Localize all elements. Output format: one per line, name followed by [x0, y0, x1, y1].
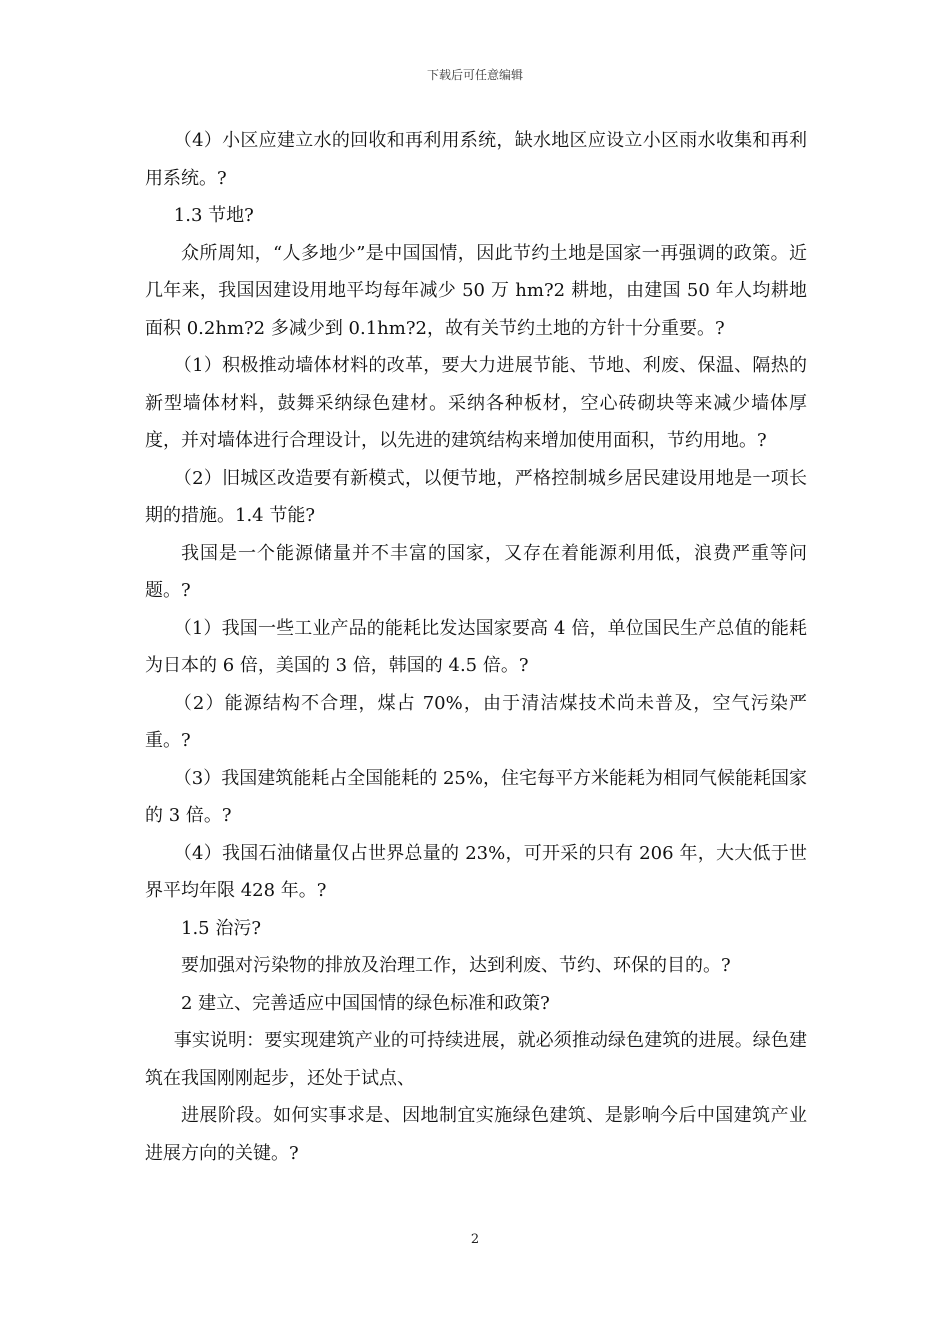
paragraph-pollution-control: 要加强对污染物的排放及治理工作，达到利废、节约、环保的目的。? — [181, 955, 731, 976]
paragraph-oil-reserves: （4）我国石油储量仅占世界总量的 23%，可开采的只有 206 年，大大低于世界平均年限 428 年。? — [145, 842, 807, 901]
section-heading-standards: 2 建立、完善适应中国国情的绿色标准和政策? — [181, 992, 550, 1014]
page-number: 2 — [470, 1232, 480, 1247]
paragraph-energy-consumption: （1）我国一些工业产品的能耗比发达国家要高 4 倍，单位国民生产总值的能耗为日本的 6 倍，美国的 3 倍，韩国的 4.5 倍。? — [145, 617, 807, 676]
section-heading-land-saving: 1.3 节地? — [173, 205, 254, 226]
document-body — [145, 122, 807, 1172]
page-header: 下载后可任意编辑 — [426, 68, 523, 82]
paragraph-development-stage: 进展阶段。如何实事求是、因地制宜实施绿色建筑、是影响今后中国建筑产业进展方向的关键。? — [145, 1105, 807, 1164]
paragraph-old-city-renovation: （2）旧城区改造要有新模式，以便节地，严格控制城乡居民建设用地是一项长期的措施。1.4 节能? — [145, 467, 807, 526]
paragraph-facts: 事实说明：要实现建筑产业的可持续进展，就必须推动绿色建筑的进展。绿色建筑在我国刚刚起步，还处于试点、 — [145, 1030, 807, 1089]
paragraph-energy-structure: （2）能源结构不合理，煤占 70%，由于清洁煤技术尚未普及，空气污染严重。? — [145, 692, 807, 751]
paragraph-energy-intro: 我国是一个能源储量并不丰富的国家，又存在着能源利用低，浪费严重等问题。? — [145, 542, 807, 601]
paragraph-water-recycling: （4）小区应建立水的回收和再利用系统，缺水地区应设立小区雨水收集和再利用系统。? — [145, 130, 807, 189]
paragraph-building-energy: （3）我国建筑能耗占全国能耗的 25%，住宅每平方米能耗为相同气候能耗国家的 3 倍。? — [145, 767, 807, 826]
paragraph-wall-materials: （1）积极推动墙体材料的改革，要大力进展节能、节地、利废、保温、隔热的新型墙体材料，鼓舞采纳绿色建材。采纳各种板材，空心砖砌块等来减少墙体厚度，并对墙体进行合理设计，以先进的建筑结构来增加使用面积，节约用地。? — [145, 355, 807, 451]
paragraph-land-policy: 众所周知，“人多地少”是中国国情，因此节约土地是国家一再强调的政策。近几年来，我国因建设用地平均每年减少 50 万 hm?2 耕地，由建国 50 年人均耕地面积 0.2hm?2 多减少到 0.1hm?2，故有关节约土地的方针十分重要。? — [145, 242, 807, 339]
section-heading-pollution: 1.5 治污? — [181, 917, 261, 939]
